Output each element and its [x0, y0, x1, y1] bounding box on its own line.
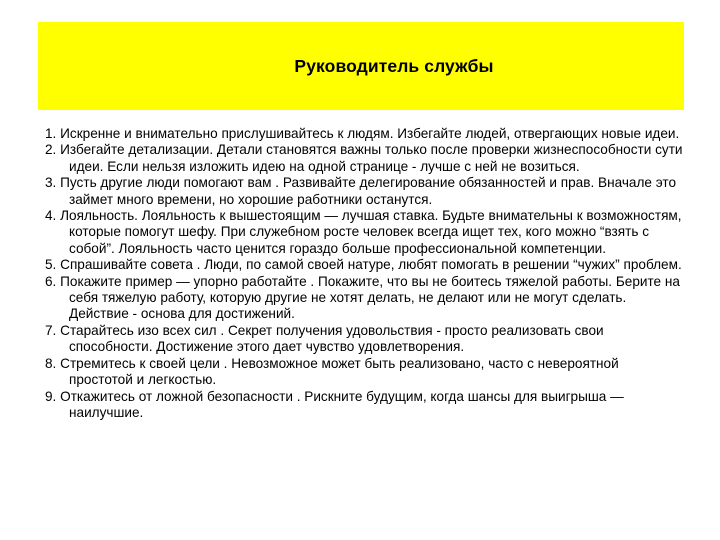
- item-text: Старайтесь изо всех сил . Секрет получения удовольствия - просто реализовать свои способности. Достижение этого дает чувство удовлетворения.: [60, 322, 604, 355]
- list-item: [45, 274, 685, 323]
- list-item: [45, 323, 685, 356]
- list-item: [45, 257, 685, 273]
- list-item: [45, 175, 685, 208]
- list-item: [45, 126, 685, 142]
- list-item: [45, 389, 685, 422]
- list-item: [45, 142, 685, 175]
- item-number: 3.: [45, 175, 57, 191]
- item-number: 7.: [45, 322, 57, 338]
- item-text: Откажитесь от ложной безопасности . Рискните будущим, когда шансы для выигрыша — наилучшие.: [60, 388, 624, 420]
- item-text: Стремитесь к своей цели . Невозможное может быть реализовано, часто с невероятной простотой и легкостью.: [60, 355, 619, 388]
- item-number: 8.: [45, 355, 57, 371]
- item-text: Покажите пример — упорно работайте . Покажите, что вы не боитесь тяжелой работы. Берите на себя тяжелую работу, которую другие не хотят делать, не делают или не могут сделать. Действие - основа для достижений.: [60, 273, 680, 322]
- item-number: 6.: [45, 273, 57, 289]
- list-item: [45, 356, 685, 389]
- title-banner: [38, 22, 684, 110]
- item-number: 9.: [45, 388, 57, 404]
- numbered-list: [45, 126, 685, 421]
- item-number: 2.: [45, 142, 57, 158]
- item-number: 1.: [45, 126, 57, 141]
- item-text: Спрашивайте совета . Люди, по самой своей натуре, любят помогать в решении “чужих” проблем.: [60, 257, 682, 273]
- item-text: Пусть другие люди помогают вам . Развивайте делегирование обязанностей и прав. Вначале это займет много времени, но хорошие работники останутся.: [60, 175, 677, 207]
- item-text: Лояльность. Лояльность к вышестоящим — лучшая ставка. Будьте внимательны к возможностям, которые помогут шефу. При служебном росте человек всегда ищет тех, кого можно “взять с собой”. Лояльность часто ценится гораздо больше профессиональной компетенции.: [60, 208, 682, 256]
- slide-title: Руководитель службы: [294, 55, 494, 76]
- item-number: 4.: [45, 208, 57, 224]
- list-item: [45, 208, 685, 257]
- item-text: Искренне и внимательно прислушивайтесь к людям. Избегайте людей, отвергающих новые идеи.: [60, 126, 680, 141]
- item-text: Избегайте детализации. Детали становятся важны только после проверки жизнеспособности сути идеи. Если нельзя изложить идею на одной странице - лучше с ней не возиться.: [60, 142, 683, 174]
- item-number: 5.: [45, 257, 57, 273]
